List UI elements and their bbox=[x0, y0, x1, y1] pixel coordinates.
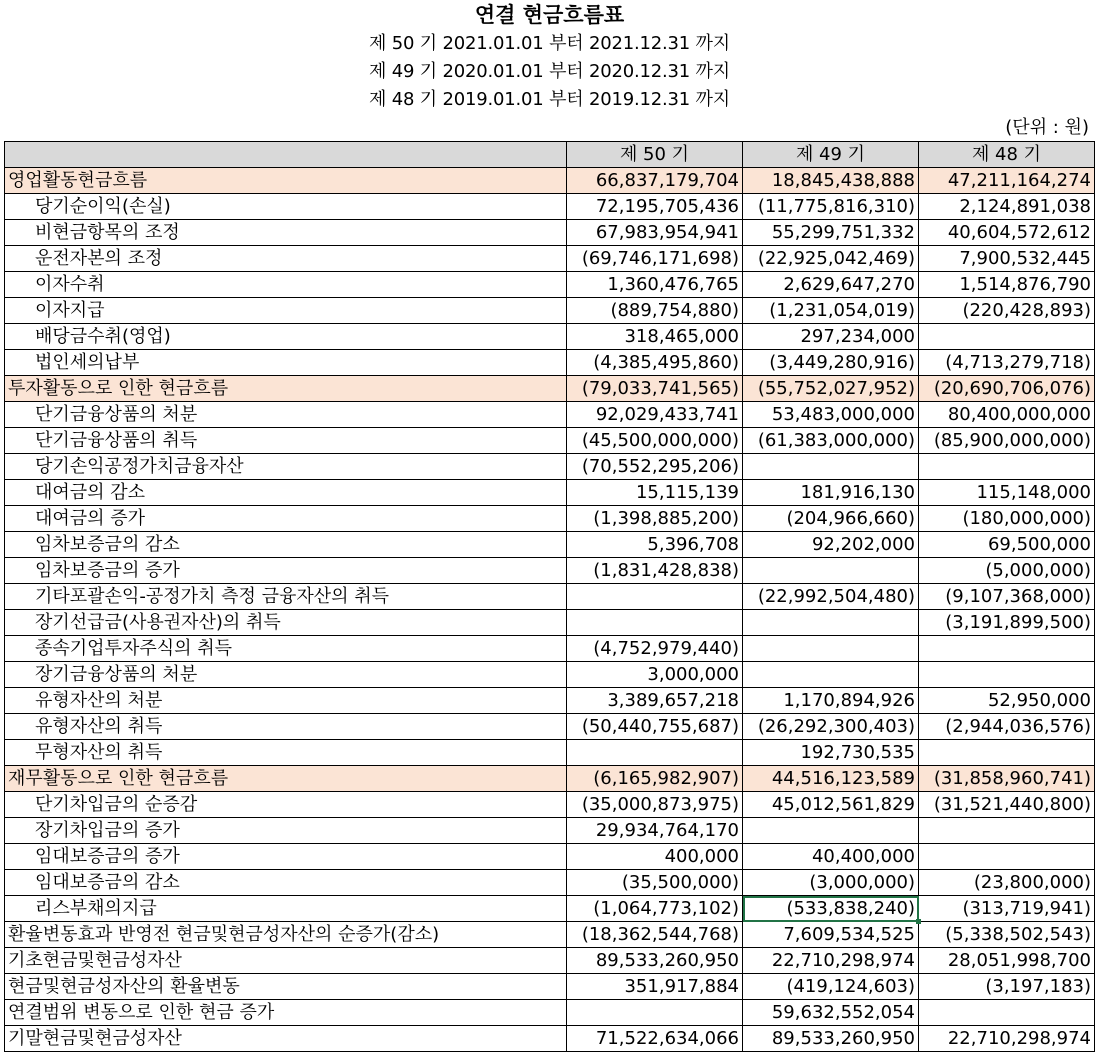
value-cell-48[interactable]: 80,400,000,000 bbox=[919, 402, 1095, 428]
row-label-cell[interactable]: 투자활동으로 인한 현금흐름 bbox=[5, 376, 567, 402]
value-cell-50[interactable]: (18,362,544,768) bbox=[567, 922, 743, 948]
value-cell-49[interactable]: (22,992,504,480) bbox=[743, 584, 919, 610]
value-cell-48[interactable] bbox=[919, 636, 1095, 662]
row-label-cell[interactable]: 유형자산의 취득 bbox=[5, 714, 567, 740]
value-cell-48[interactable]: 28,051,998,700 bbox=[919, 948, 1095, 974]
value-cell-50[interactable]: (6,165,982,907) bbox=[567, 766, 743, 792]
value-cell-48[interactable]: 7,900,532,445 bbox=[919, 246, 1095, 272]
value-cell-48[interactable]: 69,500,000 bbox=[919, 532, 1095, 558]
table-row bbox=[5, 870, 1095, 896]
table-row bbox=[5, 948, 1095, 974]
row-label-cell[interactable]: 재무활동으로 인한 현금흐름 bbox=[5, 766, 567, 792]
value-cell-48[interactable] bbox=[919, 844, 1095, 870]
table-row bbox=[5, 168, 1095, 194]
value-cell-49[interactable]: (3,000,000) bbox=[743, 870, 919, 896]
table-row bbox=[5, 1026, 1095, 1052]
table-row bbox=[5, 376, 1095, 402]
value-cell-50[interactable]: 5,396,708 bbox=[567, 532, 743, 558]
value-cell-50[interactable]: (35,000,873,975) bbox=[567, 792, 743, 818]
value-cell-50[interactable]: 89,533,260,950 bbox=[567, 948, 743, 974]
row-label-cell[interactable]: 배당금수취(영업) bbox=[5, 324, 567, 350]
row-label-cell[interactable]: 현금및현금성자산의 환율변동 bbox=[5, 974, 567, 1000]
table-row bbox=[5, 298, 1095, 324]
cash-flow-table bbox=[4, 141, 1095, 1052]
value-cell-50[interactable]: (1,064,773,102) bbox=[567, 896, 743, 922]
table-row bbox=[5, 558, 1095, 584]
row-label-cell[interactable]: 기타포괄손익-공정가치 측정 금융자산의 취득 bbox=[5, 584, 567, 610]
value-cell-49[interactable]: (419,124,603) bbox=[743, 974, 919, 1000]
table-row bbox=[5, 792, 1095, 818]
table-row bbox=[5, 688, 1095, 714]
table-row bbox=[5, 766, 1095, 792]
row-label-cell[interactable]: 이자수취 bbox=[5, 272, 567, 298]
value-cell-49[interactable]: 1,170,894,926 bbox=[743, 688, 919, 714]
table-row bbox=[5, 220, 1095, 246]
value-cell-48[interactable]: (5,338,502,543) bbox=[919, 922, 1095, 948]
value-cell-50[interactable]: 400,000 bbox=[567, 844, 743, 870]
row-label-cell[interactable]: 장기차입금의 증가 bbox=[5, 818, 567, 844]
value-cell-49[interactable]: 18,845,438,888 bbox=[743, 168, 919, 194]
value-cell-49[interactable]: 7,609,534,525 bbox=[743, 922, 919, 948]
row-label-cell[interactable]: 당기손익공정가치금융자산 bbox=[5, 454, 567, 480]
value-cell-49[interactable]: 45,012,561,829 bbox=[743, 792, 919, 818]
value-cell-49[interactable]: 59,632,552,054 bbox=[743, 1000, 919, 1026]
value-cell-48[interactable] bbox=[919, 324, 1095, 350]
value-cell-48[interactable]: (3,197,183) bbox=[919, 974, 1095, 1000]
value-cell-49[interactable]: 181,916,130 bbox=[743, 480, 919, 506]
value-cell-48[interactable] bbox=[919, 662, 1095, 688]
table-row bbox=[5, 350, 1095, 376]
value-cell-50[interactable] bbox=[567, 1000, 743, 1026]
value-cell-50[interactable]: 1,360,476,765 bbox=[567, 272, 743, 298]
table-row bbox=[5, 896, 1095, 922]
value-cell-50[interactable] bbox=[567, 584, 743, 610]
row-label-cell[interactable]: 연결범위 변동으로 인한 현금 증가 bbox=[5, 1000, 567, 1026]
value-cell-49[interactable]: 89,533,260,950 bbox=[743, 1026, 919, 1052]
table-row bbox=[5, 584, 1095, 610]
value-cell-50[interactable]: (4,385,495,860) bbox=[567, 350, 743, 376]
value-cell-50[interactable]: 351,917,884 bbox=[567, 974, 743, 1000]
value-cell-48[interactable]: 52,950,000 bbox=[919, 688, 1095, 714]
value-cell-49[interactable]: 297,234,000 bbox=[743, 324, 919, 350]
table-row bbox=[5, 272, 1095, 298]
value-cell-50[interactable]: 318,465,000 bbox=[567, 324, 743, 350]
value-cell-49[interactable] bbox=[743, 662, 919, 688]
value-cell-50[interactable]: 66,837,179,704 bbox=[567, 168, 743, 194]
selection-fill-handle[interactable] bbox=[916, 919, 921, 924]
row-label-cell[interactable]: 기초현금및현금성자산 bbox=[5, 948, 567, 974]
value-cell-50[interactable]: 3,389,657,218 bbox=[567, 688, 743, 714]
value-cell-48[interactable]: (180,000,000) bbox=[919, 506, 1095, 532]
row-label-cell[interactable]: 장기금융상품의 처분 bbox=[5, 662, 567, 688]
value-cell-48[interactable]: (313,719,941) bbox=[919, 896, 1095, 922]
value-cell-50[interactable] bbox=[567, 610, 743, 636]
value-cell-48[interactable] bbox=[919, 818, 1095, 844]
value-cell-48[interactable]: (4,713,279,718) bbox=[919, 350, 1095, 376]
header-cell-49[interactable]: 제 49 기 bbox=[743, 142, 919, 168]
row-label-cell[interactable]: 환율변동효과 반영전 현금및현금성자산의 순증가(감소) bbox=[5, 922, 567, 948]
value-cell-50[interactable]: 71,522,634,066 bbox=[567, 1026, 743, 1052]
period-line-49: 제 49 기 2020.01.01 부터 2020.12.31 까지 bbox=[369, 61, 730, 82]
table-row bbox=[5, 818, 1095, 844]
value-cell-48[interactable]: (220,428,893) bbox=[919, 298, 1095, 324]
value-cell-50[interactable]: (69,746,171,698) bbox=[567, 246, 743, 272]
value-cell-48[interactable] bbox=[919, 740, 1095, 766]
row-label-cell[interactable]: 단기차입금의 순증감 bbox=[5, 792, 567, 818]
header-cell-48[interactable]: 제 48 기 bbox=[919, 142, 1095, 168]
unit-label: (단위 : 원) bbox=[1005, 117, 1089, 138]
value-cell-49[interactable]: 2,629,647,270 bbox=[743, 272, 919, 298]
table-row bbox=[5, 662, 1095, 688]
value-cell-48[interactable]: (85,900,000,000) bbox=[919, 428, 1095, 454]
table-row bbox=[5, 974, 1095, 1000]
value-cell-49[interactable]: (61,383,000,000) bbox=[743, 428, 919, 454]
table-row bbox=[5, 740, 1095, 766]
value-cell-48[interactable]: 22,710,298,974 bbox=[919, 1026, 1095, 1052]
table-row bbox=[5, 454, 1095, 480]
header-row bbox=[5, 142, 1095, 168]
value-cell-49[interactable]: 53,483,000,000 bbox=[743, 402, 919, 428]
value-cell-49[interactable]: 44,516,123,589 bbox=[743, 766, 919, 792]
row-label-cell[interactable]: 단기금융상품의 취득 bbox=[5, 428, 567, 454]
value-cell-49[interactable] bbox=[743, 454, 919, 480]
row-label-cell[interactable]: 임차보증금의 감소 bbox=[5, 532, 567, 558]
value-cell-48[interactable]: 2,124,891,038 bbox=[919, 194, 1095, 220]
value-cell-48[interactable]: 1,514,876,790 bbox=[919, 272, 1095, 298]
value-cell-49[interactable]: 92,202,000 bbox=[743, 532, 919, 558]
period-line-48: 제 48 기 2019.01.01 부터 2019.12.31 까지 bbox=[369, 89, 730, 110]
value-cell-48[interactable]: (2,944,036,576) bbox=[919, 714, 1095, 740]
value-cell-48[interactable]: 47,211,164,274 bbox=[919, 168, 1095, 194]
table-row bbox=[5, 532, 1095, 558]
value-cell-50[interactable]: 3,000,000 bbox=[567, 662, 743, 688]
period-line-50: 제 50 기 2021.01.01 부터 2021.12.31 까지 bbox=[369, 33, 730, 54]
value-cell-49[interactable]: 22,710,298,974 bbox=[743, 948, 919, 974]
row-label-cell[interactable]: 당기순이익(손실) bbox=[5, 194, 567, 220]
table-row bbox=[5, 506, 1095, 532]
table-row bbox=[5, 1000, 1095, 1026]
value-cell-50[interactable]: (35,500,000) bbox=[567, 870, 743, 896]
value-cell-49[interactable]: (26,292,300,403) bbox=[743, 714, 919, 740]
row-label-cell[interactable]: 종속기업투자주식의 취득 bbox=[5, 636, 567, 662]
row-label-cell[interactable]: 단기금융상품의 처분 bbox=[5, 402, 567, 428]
row-label-cell[interactable]: 이자지급 bbox=[5, 298, 567, 324]
value-cell-49[interactable]: (533,838,240) bbox=[743, 896, 919, 922]
value-cell-50[interactable]: (1,398,885,200) bbox=[567, 506, 743, 532]
table-row bbox=[5, 610, 1095, 636]
value-cell-50[interactable]: (70,552,295,206) bbox=[567, 454, 743, 480]
row-label-cell[interactable]: 임차보증금의 증가 bbox=[5, 558, 567, 584]
row-label-cell[interactable]: 기말현금및현금성자산 bbox=[5, 1026, 567, 1052]
value-cell-48[interactable]: (5,000,000) bbox=[919, 558, 1095, 584]
row-label-cell[interactable]: 유형자산의 처분 bbox=[5, 688, 567, 714]
value-cell-48[interactable]: 40,604,572,612 bbox=[919, 220, 1095, 246]
table-row bbox=[5, 922, 1095, 948]
row-label-cell[interactable]: 무형자산의 취득 bbox=[5, 740, 567, 766]
row-label-cell[interactable]: 법인세의납부 bbox=[5, 350, 567, 376]
value-cell-50[interactable]: (50,440,755,687) bbox=[567, 714, 743, 740]
value-cell-50[interactable]: 92,029,433,741 bbox=[567, 402, 743, 428]
statement-title: 연결 현금흐름표 bbox=[474, 3, 625, 27]
table-row bbox=[5, 194, 1095, 220]
header-cell-50[interactable]: 제 50 기 bbox=[567, 142, 743, 168]
table-row bbox=[5, 428, 1095, 454]
value-cell-50[interactable]: 67,983,954,941 bbox=[567, 220, 743, 246]
value-cell-49[interactable]: (22,925,042,469) bbox=[743, 246, 919, 272]
value-cell-50[interactable]: (45,500,000,000) bbox=[567, 428, 743, 454]
value-cell-50[interactable] bbox=[567, 740, 743, 766]
table-row bbox=[5, 636, 1095, 662]
row-label-cell[interactable]: 비현금항목의 조정 bbox=[5, 220, 567, 246]
row-label-cell[interactable]: 리스부채의지급 bbox=[5, 896, 567, 922]
row-label-cell[interactable]: 장기선급금(사용권자산)의 취득 bbox=[5, 610, 567, 636]
value-cell-49[interactable]: (55,752,027,952) bbox=[743, 376, 919, 402]
value-cell-48[interactable] bbox=[919, 454, 1095, 480]
table-row bbox=[5, 402, 1095, 428]
value-cell-49[interactable]: 40,400,000 bbox=[743, 844, 919, 870]
value-cell-50[interactable]: (1,831,428,838) bbox=[567, 558, 743, 584]
header-cell-label[interactable] bbox=[5, 142, 567, 168]
value-cell-49[interactable]: (11,775,816,310) bbox=[743, 194, 919, 220]
value-cell-50[interactable]: 29,934,764,170 bbox=[567, 818, 743, 844]
value-cell-49[interactable]: (3,449,280,916) bbox=[743, 350, 919, 376]
value-cell-50[interactable]: (4,752,979,440) bbox=[567, 636, 743, 662]
value-cell-48[interactable]: (20,690,706,076) bbox=[919, 376, 1095, 402]
value-cell-48[interactable]: 115,148,000 bbox=[919, 480, 1095, 506]
value-cell-49[interactable]: 192,730,535 bbox=[743, 740, 919, 766]
value-cell-49[interactable] bbox=[743, 636, 919, 662]
value-cell-49[interactable]: 55,299,751,332 bbox=[743, 220, 919, 246]
table-row bbox=[5, 714, 1095, 740]
value-cell-48[interactable] bbox=[919, 1000, 1095, 1026]
value-cell-50[interactable]: 15,115,139 bbox=[567, 480, 743, 506]
table-row bbox=[5, 324, 1095, 350]
value-cell-48[interactable]: (3,191,899,500) bbox=[919, 610, 1095, 636]
table-row bbox=[5, 480, 1095, 506]
value-cell-48[interactable]: (9,107,368,000) bbox=[919, 584, 1095, 610]
value-cell-48[interactable]: (31,858,960,741) bbox=[919, 766, 1095, 792]
row-label-cell[interactable]: 임대보증금의 증가 bbox=[5, 844, 567, 870]
row-label-cell[interactable]: 영업활동현금흐름 bbox=[5, 168, 567, 194]
value-cell-48[interactable]: (23,800,000) bbox=[919, 870, 1095, 896]
value-cell-49[interactable] bbox=[743, 610, 919, 636]
row-label-cell[interactable]: 대여금의 증가 bbox=[5, 506, 567, 532]
value-cell-50[interactable]: (79,033,741,565) bbox=[567, 376, 743, 402]
table-row bbox=[5, 844, 1095, 870]
value-cell-49[interactable] bbox=[743, 818, 919, 844]
value-cell-49[interactable] bbox=[743, 558, 919, 584]
value-cell-49[interactable]: (1,231,054,019) bbox=[743, 298, 919, 324]
value-cell-50[interactable]: 72,195,705,436 bbox=[567, 194, 743, 220]
table-row bbox=[5, 246, 1095, 272]
value-cell-49[interactable]: (204,966,660) bbox=[743, 506, 919, 532]
row-label-cell[interactable]: 운전자본의 조정 bbox=[5, 246, 567, 272]
row-label-cell[interactable]: 대여금의 감소 bbox=[5, 480, 567, 506]
value-cell-50[interactable]: (889,754,880) bbox=[567, 298, 743, 324]
row-label-cell[interactable]: 임대보증금의 감소 bbox=[5, 870, 567, 896]
value-cell-48[interactable]: (31,521,440,800) bbox=[919, 792, 1095, 818]
